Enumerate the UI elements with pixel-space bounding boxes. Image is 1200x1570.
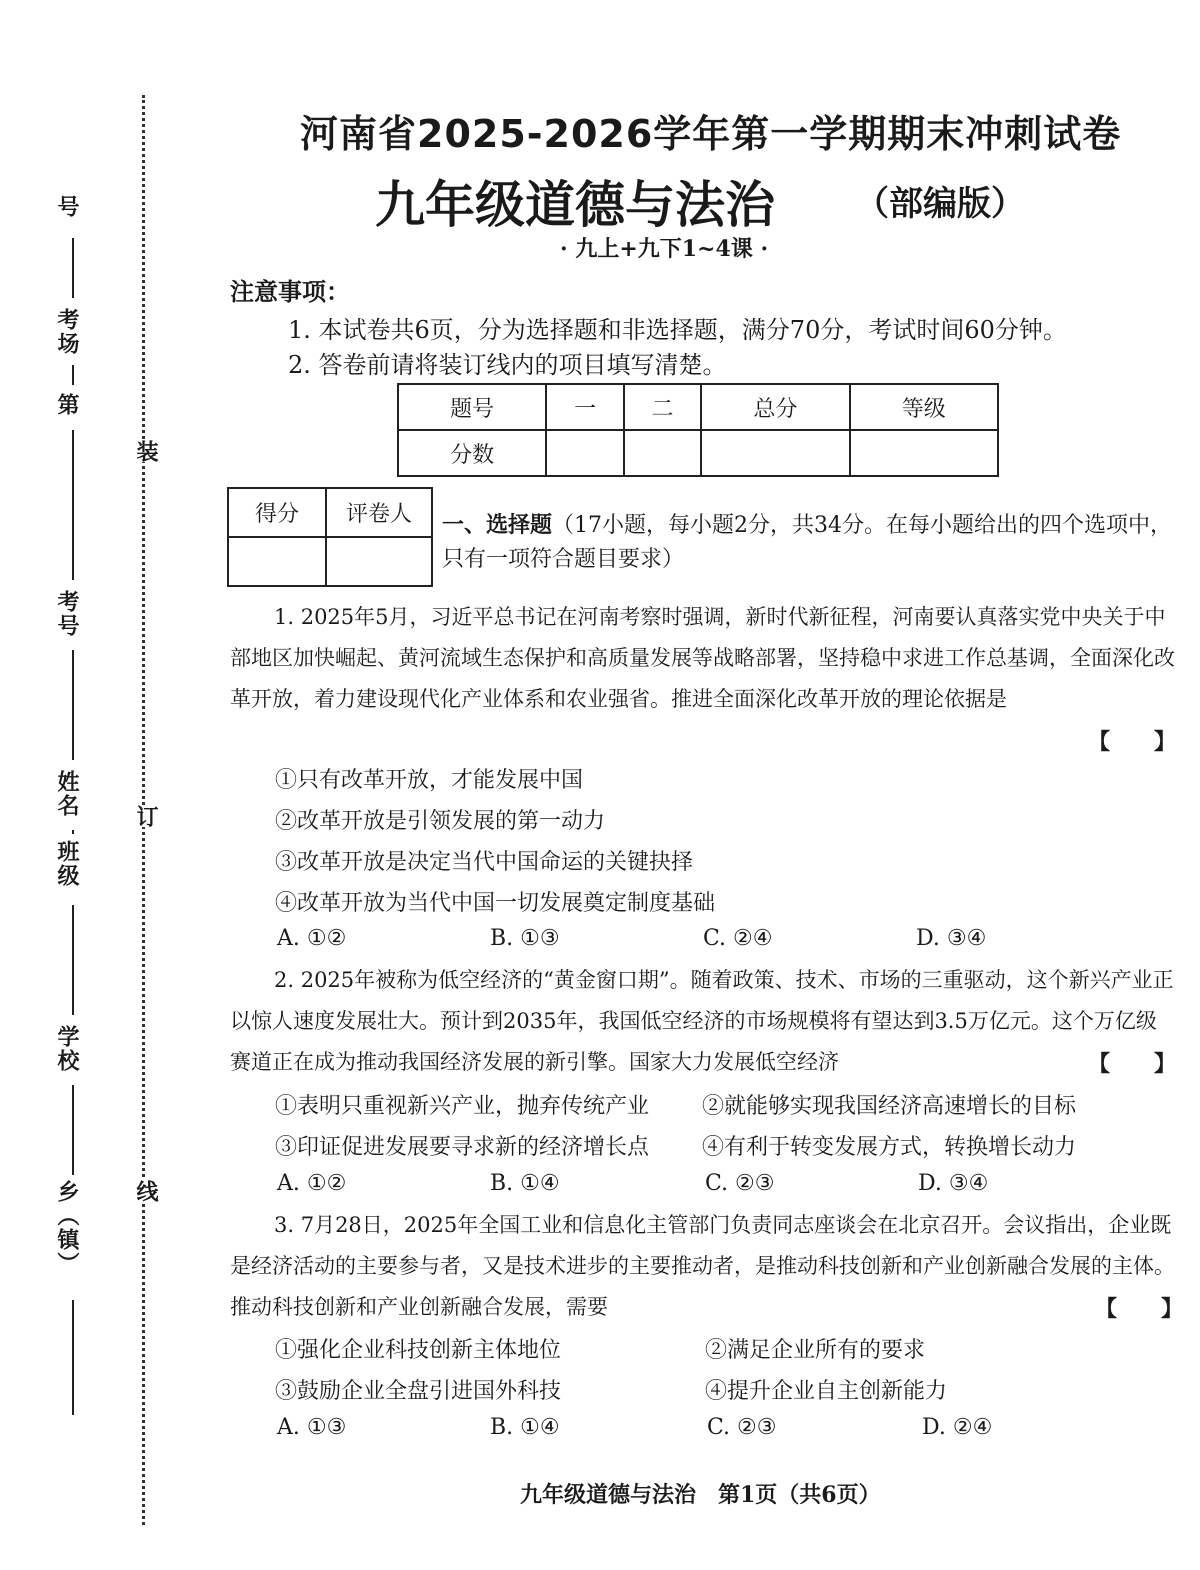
- answer-bracket: 【 】: [1095, 1296, 1184, 1322]
- field-xuexiao-line: [72, 1085, 74, 1175]
- field-kaohao-line: [72, 650, 74, 760]
- field-xiangzhen-line: [72, 1300, 74, 1415]
- bind-word-zhuang: 装: [131, 440, 162, 462]
- bind-word-ding: 订: [131, 805, 162, 827]
- field-banji-line: [72, 905, 74, 1015]
- score-table-header: 一: [546, 384, 623, 430]
- answer-choice: A. ①②: [277, 926, 347, 951]
- notice-item: 2. 答卷前请将装订线内的项目填写清楚。: [288, 351, 727, 379]
- question-stem: 1. 2025年5月，习近平总书记在河南考察时强调，新时代新征程，河南要认真落实党中央关于中部地区加快崛起、黄河流域生态保护和高质量发展等战略部署，坚持稳中求进工作总基调，全面深化改革开放，着力建设现代化产业体系和农业强省。推进全面深化改革开放的理论依据是: [230, 605, 1175, 711]
- field-kaochang-line: [72, 365, 74, 385]
- field-di: 第: [54, 393, 80, 417]
- section-lead: 一、选择题: [442, 512, 553, 538]
- grader-table-header: 评卷人: [326, 488, 432, 537]
- question-option: ③鼓励企业全盘引进国外科技: [275, 1379, 562, 1404]
- bind-word-xian: 线: [131, 1180, 162, 1202]
- answer-choice: D. ②④: [922, 1415, 993, 1440]
- score-table-header: 二: [624, 384, 701, 430]
- field-xingming-line: [72, 830, 74, 834]
- notice-title: 注意事项：: [230, 277, 350, 306]
- score-cell: [850, 430, 998, 476]
- answer-choice: B. ①④: [490, 1415, 560, 1440]
- score-table-header: 总分: [701, 384, 849, 430]
- score-table-header: 等级: [850, 384, 998, 430]
- grader-cell: [228, 537, 326, 586]
- grader-table-header: 得分: [228, 488, 326, 537]
- section-heading: [442, 508, 1182, 577]
- answer-bracket: 【 】: [1088, 729, 1177, 755]
- question-option: ②就能够实现我国经济高速增长的目标: [702, 1094, 1077, 1119]
- field-kaochang: 考场: [54, 308, 80, 356]
- answer-choice: A. ①②: [277, 1171, 347, 1196]
- field-hao: 号: [54, 195, 80, 219]
- answer-choice: C. ②③: [707, 1415, 777, 1440]
- edition-label: （部编版）: [855, 184, 1025, 224]
- score-table: [397, 383, 999, 477]
- field-banji: 班级: [54, 840, 80, 888]
- answer-choice: D. ③④: [918, 1171, 989, 1196]
- answer-choice: C. ②④: [703, 926, 773, 951]
- score-cell: [701, 430, 849, 476]
- score-cell: [546, 430, 623, 476]
- question-option: ④提升企业自主创新能力: [705, 1379, 948, 1404]
- score-table-header: 题号: [398, 384, 546, 430]
- answer-choice: A. ①③: [277, 1415, 347, 1440]
- question-stem: 3. 7月28日，2025年全国工业和信息化主管部门负责同志座谈会在北京召开。会议指出，企业既是经济活动的主要参与者，又是技术进步的主要推动者，是推动科技创新和产业创新融合发展的主体。推动科技创新和产业创新融合发展，需要: [230, 1213, 1175, 1319]
- page-footer: 九年级道德与法治 第1页（共6页）: [520, 1482, 881, 1508]
- question-option: ④有利于转变发展方式，转换增长动力: [702, 1135, 1077, 1160]
- grader-table: [227, 487, 433, 587]
- exam-title: 河南省2025-2026学年第一学期期末冲刺试卷: [300, 112, 1122, 156]
- subject-title: 九年级道德与法治: [375, 175, 775, 234]
- answer-choice: B. ①④: [490, 1171, 560, 1196]
- question-stem: 2. 2025年被称为低空经济的“黄金窗口期”。随着政策、技术、市场的三重驱动，这个新兴产业正以惊人速度发展壮大。预计到2035年，我国低空经济的市场规模将有望达到3.5万亿元。这个万亿级赛道正在成为推动我国经济发展的新引擎。国家大力发展低空经济: [230, 968, 1174, 1074]
- question-option: ③改革开放是决定当代中国命运的关键抉择: [275, 850, 694, 875]
- field-xiangzhen: 乡（镇）: [54, 1180, 80, 1276]
- question-option: ④改革开放为当代中国一切发展奠定制度基础: [275, 891, 716, 916]
- score-row-label: 分数: [398, 430, 546, 476]
- question-option: ②满足企业所有的要求: [705, 1338, 926, 1363]
- question-option: ①表明只重视新兴产业，抛弃传统产业: [275, 1094, 650, 1119]
- grader-cell: [326, 537, 432, 586]
- answer-choice: C. ②③: [705, 1171, 775, 1196]
- question-option: ①强化企业科技创新主体地位: [275, 1338, 562, 1363]
- field-xuexiao: 学校: [54, 1025, 80, 1073]
- section-desc: （17小题，每小题2分，共34分。在每小题给出的四个选项中，只有一项符合题目要求）: [442, 513, 1173, 572]
- notice-item: 1. 本试卷共6页，分为选择题和非选择题，满分70分，考试时间60分钟。: [288, 316, 1067, 344]
- field-hao-line: [72, 238, 74, 298]
- question-option: ①只有改革开放，才能发展中国: [275, 768, 584, 793]
- score-cell: [624, 430, 701, 476]
- question-option: ②改革开放是引领发展的第一动力: [275, 809, 606, 834]
- field-xingming: 姓名: [54, 770, 80, 818]
- answer-choice: D. ③④: [916, 926, 987, 951]
- answer-choice: B. ①③: [490, 926, 560, 951]
- field-kaohao: 考号: [54, 590, 80, 638]
- scope-label: · 九上+九下1~4课 ·: [560, 236, 769, 262]
- field-di-line: [72, 430, 74, 580]
- answer-bracket: 【 】: [1088, 1051, 1177, 1077]
- question-option: ③印证促进发展要寻求新的经济增长点: [275, 1135, 650, 1160]
